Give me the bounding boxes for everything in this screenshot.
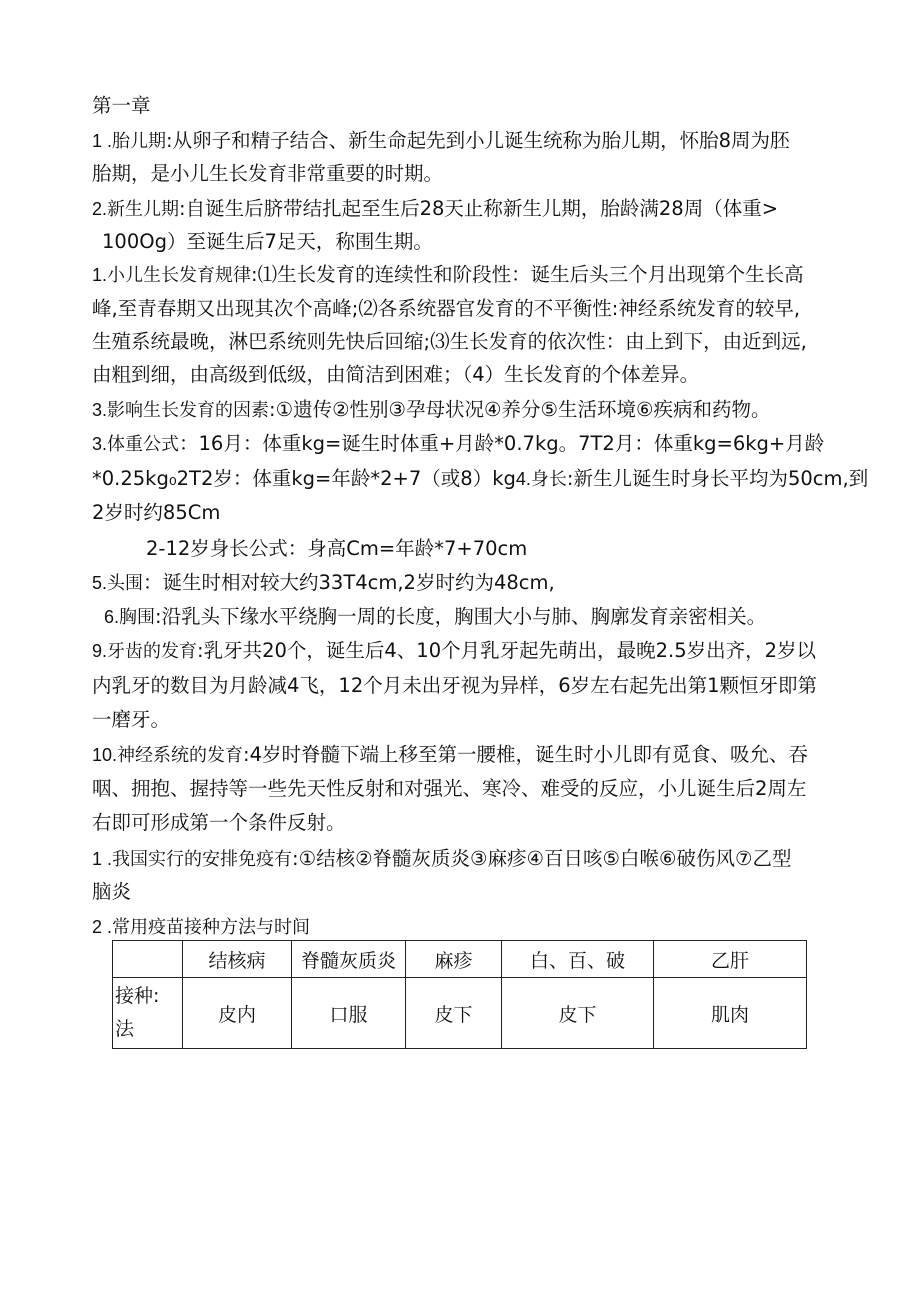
paragraph-text: *0.25kg₀2T2岁：体重kg=年龄*2+7（或8）kg <box>92 467 516 490</box>
paragraph-text: 100Og）至诞生后7足天，称围生期。 <box>102 230 433 253</box>
growth-pattern-line1 <box>92 262 804 288</box>
item-number: 2 <box>92 917 108 937</box>
term-label: .常用疫苗接种方法与时间 <box>107 917 311 937</box>
paragraph-text: 峰,至青春期又出现其次个高峰;⑵各系统器官发育的不平衡性:神经系统发育的较早, <box>92 297 801 320</box>
table-header-row <box>113 941 807 978</box>
immunization-plan-line1 <box>92 846 791 872</box>
paragraph-text: :①遗传②性别③孕母状况④养分⑤生活环境⑥疾病和药物。 <box>269 398 771 421</box>
teeth-development-line2 <box>92 673 817 699</box>
chapter-text: 第一章 <box>92 94 151 117</box>
paragraph-text: 2-12岁身长公式：身高Cm=年龄*7+70cm <box>146 537 528 560</box>
table-corner-cell <box>113 941 183 978</box>
paragraph-text: :新生儿诞生时身长平均为50cm,到 <box>566 467 869 490</box>
growth-pattern-line2 <box>92 296 800 322</box>
table-header-cell: 脊髓灰质炎 <box>292 941 406 978</box>
row-label-line: 接种: <box>115 985 160 1007</box>
paragraph-text: 脑炎 <box>92 880 132 903</box>
term-label: .我国实行的安排免疫有 <box>107 849 293 869</box>
vaccine-table <box>112 940 807 1049</box>
nervous-system-line2 <box>92 776 806 802</box>
growth-factors-line <box>92 397 770 423</box>
table-cell: 皮下 <box>406 978 502 1049</box>
paragraph-text: :⑴生长发育的连续性和阶段性：诞生后头三个月出现第个生长高 <box>251 263 804 286</box>
paragraph-text: ：诞生时相对较大约33T4cm,2岁时约为48cm, <box>143 571 555 594</box>
fetal-period-line1 <box>92 128 790 154</box>
term-label: 10.神经系统的发育 <box>92 745 244 765</box>
immunization-plan-line2 <box>92 879 131 905</box>
neonatal-period-line2 <box>102 229 433 255</box>
weight-formula-line3 <box>92 500 220 526</box>
term-label: 6.胸围 <box>104 607 156 627</box>
weight-formula-line2 <box>92 466 868 492</box>
term-label: .胎儿期 <box>107 131 167 151</box>
head-circumference-line <box>92 570 555 596</box>
paragraph-text: :4岁时脊髓下端上移至第一腰椎，诞生时小儿即有觅食、吸允、吞 <box>243 743 809 766</box>
teeth-development-line3 <box>92 707 170 733</box>
term-label: 9.牙齿的发育 <box>92 641 198 661</box>
table-row-label <box>113 978 183 1049</box>
table-header-cell: 麻疹 <box>406 941 502 978</box>
table-header-cell: 结核病 <box>183 941 292 978</box>
growth-pattern-line4 <box>92 362 699 388</box>
height-formula-line <box>146 536 527 562</box>
term-label: 3.影响生长发育的因素 <box>92 400 270 420</box>
term-label: 5.头围 <box>92 573 144 593</box>
teeth-development-line1 <box>92 638 816 664</box>
paragraph-text: 胎期，是小儿生长发育非常重要的时期。 <box>92 162 444 185</box>
term-label: 2.新生儿期 <box>92 199 180 219</box>
item-number: 1 <box>92 849 108 869</box>
chest-circumference-line <box>104 604 766 630</box>
paragraph-text: :自诞生后脐带结扎起至生后28天止称新生儿期，胎龄满28周（体重> <box>179 197 779 220</box>
paragraph-text: 右即可形成第一个条件反射。 <box>92 811 346 834</box>
table-row <box>113 978 807 1049</box>
paragraph-text: :沿乳头下缘水平绕胸一周的长度，胸围大小与肺、胸廓发育亲密相关。 <box>155 605 767 628</box>
table-header-cell: 白、百、破 <box>502 941 654 978</box>
nervous-system-line3 <box>92 810 346 836</box>
neonatal-period-line1 <box>92 196 778 222</box>
table-cell: 皮下 <box>502 978 654 1049</box>
paragraph-text: :①结核②脊髓灰质炎③麻疹④百日咳⑤白喉⑥破伤风⑦乙型 <box>292 847 792 870</box>
paragraph-text: 由粗到细，由高级到低级，由简洁到困难；（4）生长发育的个体差异。 <box>92 363 700 386</box>
paragraph-text: :乳牙共20个，诞生后4、10个月乳牙起先萌出，最晚2.5岁出齐，2岁以 <box>197 639 817 662</box>
term-label: 1.小儿生长发育规律 <box>92 265 252 285</box>
fetal-period-line2 <box>92 161 443 187</box>
paragraph-text: 内乳牙的数目为月龄减4飞，12个月未出牙视为异样，6岁左右起先出第1颗恒牙即第 <box>92 674 818 697</box>
table-cell: 口服 <box>292 978 406 1049</box>
table-cell: 皮内 <box>183 978 292 1049</box>
paragraph-text: 咽、拥抱、握持等一些先天性反射和对强光、寒冷、难受的反应，小儿诞生后2周左 <box>92 777 807 800</box>
term-label: 4.身长 <box>515 469 567 489</box>
table-cell: 肌肉 <box>654 978 807 1049</box>
paragraph-text: :从卵子和精子结合、新生命起先到小儿诞生统称为胎儿期，怀胎8周为胚 <box>166 129 790 152</box>
term-label: 3.体重公式 <box>92 434 180 454</box>
row-label-line: 法 <box>115 1018 135 1040</box>
nervous-system-line1 <box>92 742 808 768</box>
paragraph-text: 一磨牙。 <box>92 708 171 731</box>
vaccine-methods-heading <box>92 914 310 940</box>
paragraph-text: 2岁时约85Cm <box>92 501 221 524</box>
chapter-title <box>92 93 151 119</box>
paragraph-text: 生殖系统最晚，淋巴系统则先快后回缩;⑶生长发育的依次性：由上到下，由近到远, <box>92 330 807 353</box>
weight-formula-line1 <box>92 431 824 457</box>
growth-pattern-line3 <box>92 329 807 355</box>
table-header-cell: 乙肝 <box>654 941 807 978</box>
paragraph-text: ：16月：体重kg=诞生时体重+月龄*0.7kg。7T2月：体重kg=6kg+月龄 <box>179 432 825 455</box>
item-number: 1 <box>92 131 108 151</box>
